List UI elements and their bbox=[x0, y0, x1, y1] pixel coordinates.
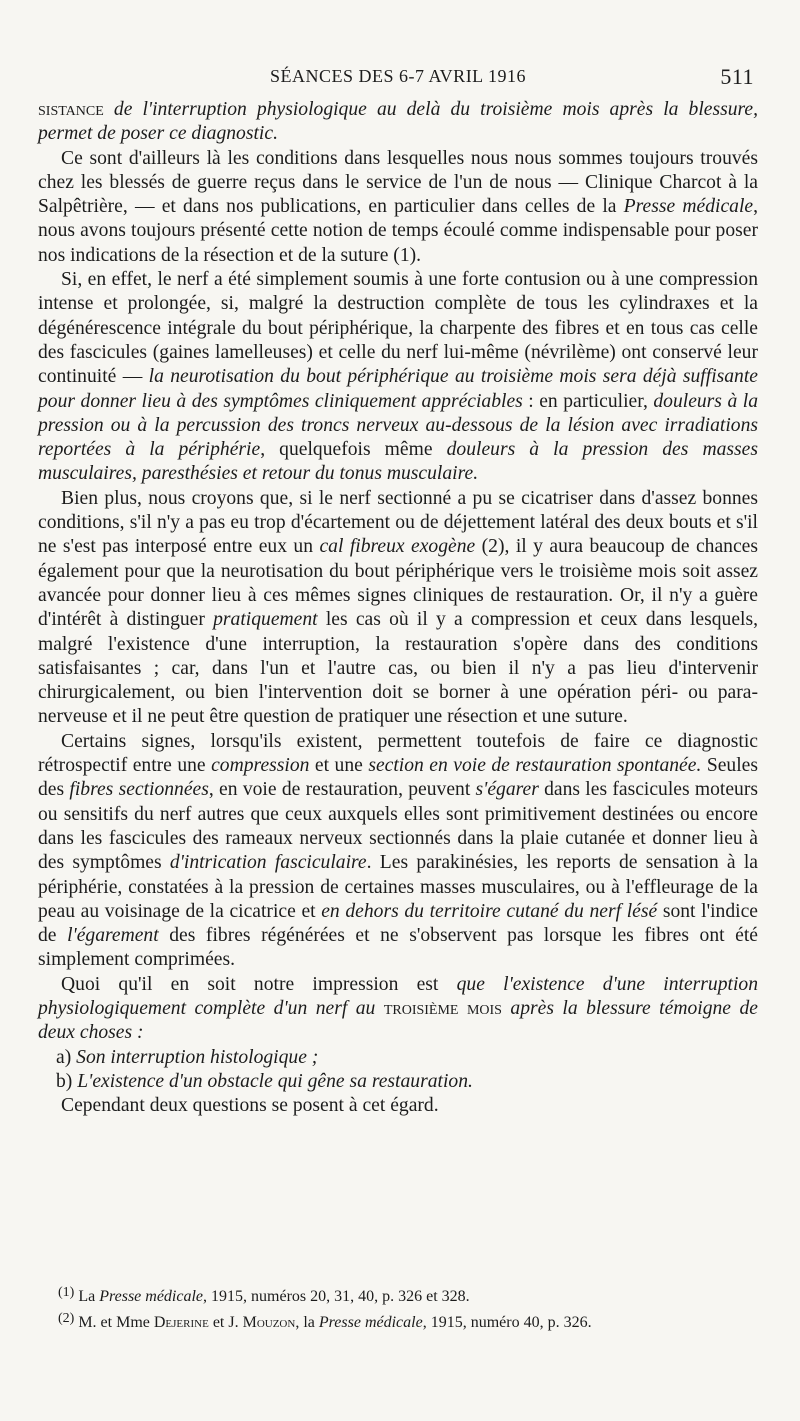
text-segment: . Les parakinésies, les reports de sensation à la périphérie, constatées à la pression de certaines masses musculaires, ou à l'effleurage de la peau au voisinage de la cicatrice et bbox=[38, 852, 758, 922]
running-title: SÉANCES DES 6-7 AVRIL 1916 bbox=[269, 66, 527, 86]
closing-sentence: Cependant deux questions se posent à cet égard. bbox=[61, 1095, 439, 1117]
list-item bbox=[38, 1070, 758, 1094]
text-segment: l'égarement bbox=[67, 925, 159, 947]
list-item-text: Son interruption histologique ; bbox=[76, 1046, 319, 1068]
text-segment: Seules des bbox=[38, 755, 758, 801]
text-segment: Bien plus, nous croyons que, si le nerf sectionné a pu se cicatriser dans d'assez bonnes conditions, s'il n'y a pas eu trop d'écartement ou de déjettement latéral des deux bouts et s'il ne s'est pas interposé entre eux un bbox=[38, 487, 758, 558]
paragraph bbox=[38, 268, 758, 487]
text-segment: , quelquefois même bbox=[260, 439, 447, 461]
text-segment: cal fibreux exogène bbox=[319, 536, 476, 558]
footnote-marker: (2) bbox=[58, 1311, 75, 1326]
text-segment: Presse médicale bbox=[318, 1314, 423, 1331]
text-segment: Quoi qu'il en soit notre impression est bbox=[61, 973, 457, 995]
text-segment: s'égarer bbox=[475, 779, 539, 801]
text-segment: , la bbox=[295, 1314, 319, 1331]
paragraph bbox=[38, 973, 758, 1046]
list-item bbox=[38, 1046, 758, 1070]
text-segment: la neurotisation du bout périphérique au troisième mois sera déjà suffisante pour donner lieu à des symptômes cliniquement appréciables bbox=[38, 366, 758, 412]
text-segment: (2), il y aura beaucoup de chances également pour que la neurotisation du bout périphérique vers le troisième mois soit assez avancée pour donner lieu à ces mêmes signes cliniques de restauration. Or, il n'y a guère d'intérêt à distinguer bbox=[38, 536, 758, 631]
text-segment: , 1915, numéro 40, p. 326. bbox=[422, 1314, 592, 1331]
text-segment: dans les fascicules moteurs ou sensitifs du nerf autres que ceux auxquels elles sont primitivement destinées ou encore dans les fascicules des rameaux nerveux sectionnés dans la plaie cutanée et donner lieu à des symptômes bbox=[38, 779, 758, 874]
text-segment: après la blessure témoigne de deux choses : bbox=[38, 997, 758, 1044]
text-segment: Certains signes, lorsqu'ils existent, permettent toutefois de faire ce diagnostic rétrospectif entre une bbox=[38, 730, 758, 777]
text-segment: et J. bbox=[208, 1314, 243, 1331]
list-item-text: L'existence d'un obstacle qui gêne sa restauration. bbox=[77, 1070, 473, 1092]
list-marker: a) bbox=[56, 1046, 72, 1068]
text-segment: : en particulier, bbox=[522, 390, 654, 412]
text-segment: des fibres régénérées et ne s'observent pas lorsque les fibres ont été simplement comprimées. bbox=[38, 925, 758, 971]
text-segment: sistance bbox=[38, 99, 104, 120]
text-segment: douleurs à la pression des masses musculaires, paresthésies et retour du tonus musculaire. bbox=[38, 439, 758, 485]
text-segment: pratiquement bbox=[213, 609, 318, 631]
text-segment: et une bbox=[309, 755, 369, 777]
text-segment: Mouzon bbox=[242, 1314, 296, 1331]
text-segment: que l'existence d'une interruption physiologiquement complète d'un nerf au bbox=[38, 973, 758, 1019]
footnote bbox=[58, 1282, 760, 1308]
text-segment: en dehors du territoire cutané du nerf lésé bbox=[321, 900, 658, 922]
text-segment: compression bbox=[211, 755, 310, 777]
text-segment: Presse médicale bbox=[99, 1288, 204, 1305]
footnote-text bbox=[78, 1314, 591, 1331]
footnote-marker: (1) bbox=[58, 1285, 75, 1300]
text-segment: section en voie de restauration spontanée. bbox=[368, 755, 702, 777]
text-segment: Ce sont d'ailleurs là les conditions dans lesquelles nous nous sommes toujours trouvés chez les blessés de guerre reçus dans le service de l'un de nous — Clinique Charcot à la Salpêtrière, — et dans nos publications, en particulier dans celles de la bbox=[38, 147, 758, 218]
footnotes bbox=[58, 1282, 760, 1334]
body-text bbox=[38, 98, 758, 1118]
text-segment bbox=[375, 998, 383, 1019]
text-segment: sont l'indice de bbox=[38, 900, 758, 947]
footnote-text bbox=[78, 1288, 469, 1305]
text-segment: Presse médicale bbox=[623, 196, 754, 218]
running-header bbox=[38, 58, 758, 98]
text-segment: fibres sectionnées bbox=[69, 779, 209, 801]
text-segment: de l'interruption physiologique au delà du troisième mois après la blessure, permet de poser ce diagnostic. bbox=[38, 99, 759, 145]
text-segment: Si, en effet, le nerf a été simplement soumis à une forte contusion ou à une compression intense et prolongée, si, malgré la destruction complète de tous les cylindraxes et la dégénérescence intégrale du bout périphérique, la charpente des fibres et en tous cas celle des fascicules (gaines lamelleuses) et celle du nerf lui-même (névrilème) ont conservé leur continuité — bbox=[38, 269, 758, 388]
text-segment: , nous avons toujours présenté cette notion de temps écoulé comme indispensable pour poser nos indications de la résection et de la suture (1). bbox=[38, 196, 758, 266]
paragraph bbox=[38, 730, 758, 973]
paragraph bbox=[38, 487, 758, 730]
text-segment: M. et Mme bbox=[78, 1314, 154, 1331]
page-number: 511 bbox=[720, 64, 754, 89]
text-segment: La bbox=[78, 1288, 100, 1305]
paragraph bbox=[38, 147, 758, 268]
text-segment: Dejerine bbox=[153, 1314, 209, 1331]
text-segment: d'intrication fasciculaire bbox=[169, 852, 367, 874]
text-segment: les cas où il y a compression et ceux dans lesquels, malgré l'existence d'une interruption, la restauration s'opère dans des conditions satisfaisantes ; car, dans l'un et l'autre cas, ou bien il n'y a pas lieu d'intervenir chirurgicalement, ou bien l'intervention doit se borner à une opération péri- ou para-nerveuse et il ne peut être question de pratiquer une résection et une suture. bbox=[38, 609, 758, 728]
text-segment: , 1915, numéros 20, 31, 40, p. 326 et 328. bbox=[203, 1288, 470, 1305]
text-segment: troisième mois bbox=[383, 997, 502, 1019]
text-segment: douleurs à la pression ou à la percussion des troncs nerveux au-dessous de la lésion avec irradiations reportées à la périphérie bbox=[38, 390, 758, 461]
text-segment bbox=[104, 99, 114, 120]
paragraph bbox=[38, 98, 758, 147]
list-marker: b) bbox=[56, 1070, 73, 1092]
text-segment: , en voie de restauration, peuvent bbox=[208, 779, 476, 801]
footnote bbox=[58, 1308, 760, 1334]
